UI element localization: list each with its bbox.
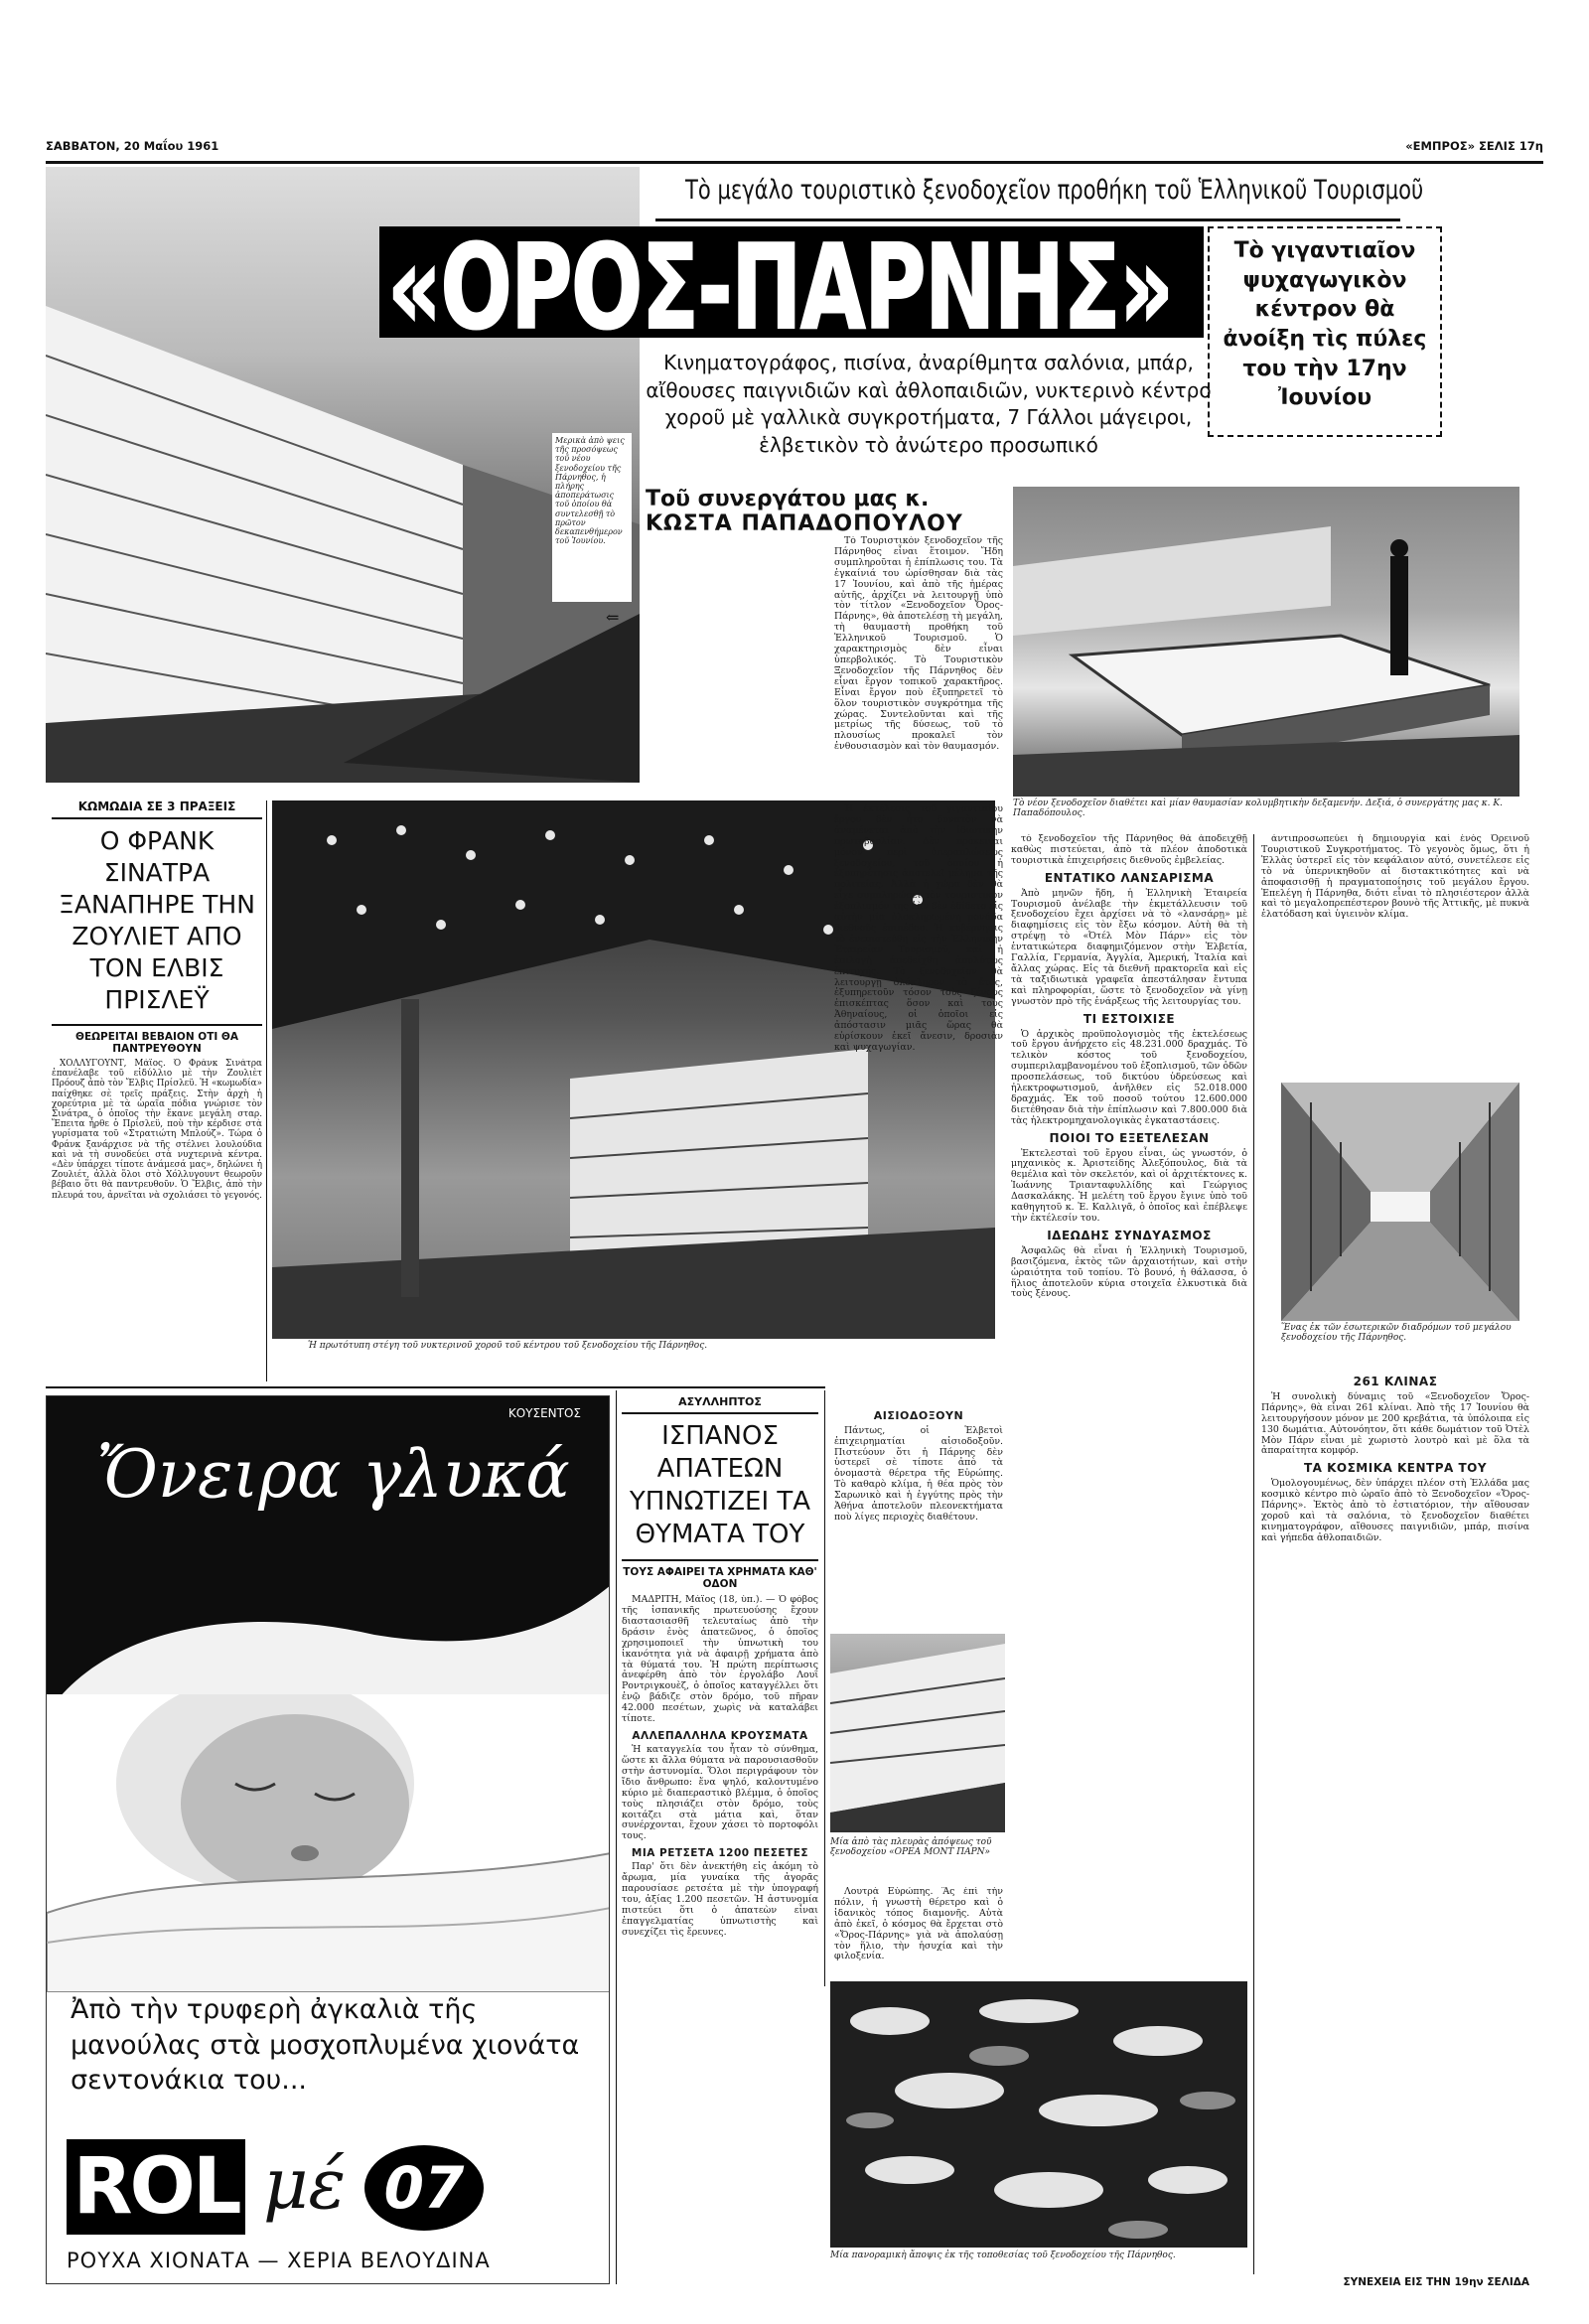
panorama-caption <box>830 2251 1247 2260</box>
ad-07-text: 07 <box>383 2154 465 2222</box>
pool-illustration <box>1013 487 1519 797</box>
panorama-caption-text: Μία πανοραμικὴ ἄποψις ἐκ τῆς τοποθεσίας τοῦ ξενοδοχείου τῆς Πάρνηθος. <box>830 2251 1176 2260</box>
spain-kicker-rule <box>622 1412 818 1414</box>
sinatra-headline-rule <box>52 1024 262 1026</box>
panorama-illustration <box>830 1981 1247 2248</box>
ad-script-title: Ὄνειρα γλυκά <box>96 1436 570 1513</box>
spain-headline: ΙΣΠΑΝΟΣ ΑΠΑΤΕΩΝ ΥΠΝΩΤΙΖΕΙ ΤΑ ΘΥΜΑΤΑ ΤΟΥ <box>629 1421 811 1550</box>
panorama-photo <box>830 1981 1247 2248</box>
main-kicker-text: Τὸ μεγάλο τουριστικὸ ξενοδοχεῖον προθήκη τοῦ Ἑλληνικοῦ Τουρισμοῦ <box>685 175 1424 206</box>
pool-caption <box>1013 799 1519 819</box>
spain-body-2: Ἡ καταγγελία του ἦταν τὸ σύνθημα, ὥστε κι ἄλλα θύματα νὰ παρουσιασθοῦν στὴν ἀστυνομία. Ὅλοι περιγράφουν τὸν ἴδιο ἄνθρωπο: ἕνα ψηλό, καλοντυμένο κύριο μὲ διαπεραστικὸ βλέμμα, ὁ ὁποῖος τοὺς πλησιάζει στὸν δρόμο, τοὺς κοιτάζει στὰ μάτια καὶ, ὅταν συνέρχονται, ἔχουν χάσει τὸ πορτοφόλι τους. <box>622 1744 818 1842</box>
pool-caption-text: Τὸ νέον ξενοδοχεῖον διαθέτει καὶ μίαν θαυμασίαν κολυμβητικὴν δεξαμενήν. Δεξιά, ὁ συνεργάτης μας κ. Κ. Παπαδόπουλος. <box>1013 799 1503 819</box>
article-column-2 <box>834 804 1003 1400</box>
subhead-261: 261 ΚΛΙΝΑΣ <box>1353 1375 1438 1388</box>
arrow-pointer-icon: ⇐ <box>606 608 620 627</box>
aisiodoxoun-body-1: Πάντως, οἱ Ἑλβετοὶ ἐπιχειρηματίαι αἰσιοδοξοῦν. Πιστεύουν ὅτι ἡ Πάρνης δὲν ὑστερεῖ σὲ τίποτε ἀπὸ τὰ ὀνομαστὰ θέρετρα τῆς Εὐρώπης. Τὸ καθαρὸ κλίμα, ἡ θέα πρὸς τὸν Σαρωνικὸ καὶ ἡ ἐγγύτης πρὸς τὴν Ἀθήνα ἀποτελοῦν πλεονεκτήματα ποὺ λίγες περιοχὲς διαθέτουν. <box>834 1424 1003 1523</box>
ad-me-script: μέ <box>263 2143 347 2225</box>
page-header <box>46 139 1543 161</box>
main-subhead <box>646 350 1212 467</box>
subhead-ideodis: ΙΔΕΩΔΗΣ ΣΥΝΔΥΑΣΜΟΣ <box>1047 1228 1212 1242</box>
title-rule <box>655 218 1400 221</box>
hotel-side-view-photo <box>830 1634 1005 1832</box>
article-body-7: Ἀσφαλῶς θὰ εἶναι ἡ Ἑλληνικὴ Τουρισμοῦ, βασιζόμενα, ἐκτὸς τῶν ἀρχαιοτήτων, καὶ στὴν ὡραιότητα τοῦ τοπίου. Τὸ βουνό, ἡ θάλασσα, ὁ ἥλιος ἀποτελοῦν κύρια στοιχεῖα ἑλκυστικὰ διὰ τοὺς ξένους. <box>1011 1244 1247 1300</box>
header-page-number: «ΕΜΠΡΟΣ» ΣΕΛΙΣ 17η <box>1405 139 1543 153</box>
article-body-9: Ἡ συνολικὴ δύναμις τοῦ «Ξενοδοχεῖον Ὄρος-Πάρνης», θὰ εἶναι 261 κλίναι. Ἀπὸ τῆς 17 Ἰουνίου θὰ λειτουργήσουν μόνον με 200 κρεβάτια, τὰ ὑπόλοιπα εἰς 130 δωμάτια. Αὐτονόητον, ὅτι κάθε δωμάτιον τοῦ Ὀτὲλ Μὸν Πάρν εἶναι μὲ χωριστὸ λουτρὸ καὶ μὲ ὅλα τὰ ἀπαραίτητα κομφόρ. <box>1261 1390 1529 1457</box>
article-body-5: Ὁ ἀρχικὸς προϋπολογισμὸς τῆς ἐκτελέσεως τοῦ ἔργου ἀνήρχετο εἰς 48.231.000 δραχμάς. Τὸ τελικὸν κόστος τοῦ ξενοδοχείου, συμπεριλαμβανομένου τοῦ ἐξοπλισμοῦ, τῶν ὁδῶν προσπελάσεως, τοῦ δικτύου ὑδρεύσεως καὶ ἠλεκτροφωτισμοῦ, ἀνῆλθεν εἰς 52.018.000 δραχμάς. Ἐκ τοῦ ποσοῦ τούτου 12.600.000 διετέθησαν διὰ τὴν ἐπίπλωσιν καὶ 7.800.000 διὰ τὰς ἠλεκτρομηχανολογικὰς ἐγκαταστάσεις. <box>1011 1028 1247 1126</box>
subhead-estoixise: ΤΙ ΕΣΤΟΙΧΙΣΕ <box>1083 1011 1176 1026</box>
sinatra-kicker: ΚΩΜΩΔΙΑ ΣΕ 3 ΠΡΑΞΕΙΣ <box>77 799 236 813</box>
ad-rol-logo <box>67 2139 245 2235</box>
subhead-aisiodoxoun: ΑΙΣΙΟΔΟΞΟΥΝ <box>873 1409 964 1422</box>
spain-body-3: Παρ' ὅτι δὲν ἀνεκτήθη εἰς ἀκόμη τὸ ἄρωμα, μία γυναίκα τῆς ἀγορᾶς παρουσίασε ρετσέτα μὲ τὴν ὑπογραφή του, ἀξίας 1.200 πεσετῶν. Ἡ ἀστυνομία πιστεύει ὅτι ὁ ἀπατεὼν εἶναι ἐπαγγελματίας ὑπνωτιστὴς καὶ συνεχίζει τὶς ἔρευνες. <box>622 1861 818 1938</box>
subhead-kosmika: ΤΑ ΚΟΣΜΙΚΑ ΚΕΝΤΡΑ ΤΟΥ <box>1303 1461 1488 1476</box>
photo-side-caption <box>552 433 632 602</box>
sinatra-subhead: ΘΕΩΡΕΙΤΑΙ ΒΕΒΑΙΟΝ ΟΤΙ ΘΑ ΠΑΝΤΡΕΥΘΟΥΝ <box>75 1031 238 1055</box>
sinatra-story <box>52 799 262 1341</box>
aisiodoxoun-body-2: Λουτρὰ Εὐρώπης. Ἂς ἐπὶ τὴν πόλιν, ἡ γνωστὴ θέρετρο καὶ ὁ ἰδανικὸς τόπος διαμονῆς. Αὐτὰ ἀπὸ ἐκεῖ, ὁ κόσμος θὰ ἔρχεται στὸ «Ὄρος-Πάρνης» γιὰ νὰ ἀπολαύσῃ τὸν ἥλιο, τὴν ἡσυχία καὶ τὴν φιλοξενία. <box>834 1887 1003 1962</box>
byline <box>646 487 983 536</box>
spain-subhead-1: ΑΛΛΕΠΑΛΛΗΛΑ ΚΡΟΥΣΜΑΤΑ <box>632 1729 808 1742</box>
article-body-3: τὸ ξενοδοχεῖον τῆς Πάρνηθος θὰ ἀποδειχθῇ καθὼς πιστεύεται, ἀπὸ τὰ πλέον ἀποδοτικὰ τουριστικὰ ἐπιχειρήσεις διεθνοῦς ἐμβελείας. <box>1011 834 1247 866</box>
article-column-5 <box>1261 1371 1529 2284</box>
byline-author: ΚΩΣΤΑ ΠΑΠΑΔΟΠΟΥΛΟΥ <box>646 511 963 536</box>
article-body-10: Ὁμολογουμένως, δὲν ὑπάρχει πλέον στὴ Ἑλλάδα μας κοσμικὸ κέντρο πιὸ ὡραῖο ἀπὸ τὸ Ξενοδοχεῖον «Ὄρος-Πάρνης». Ἐκτὸς ἀπὸ τὸ ἐστιατόριον, τὴν αἴθουσαν χοροῦ καὶ τὰ σαλόνια, τὸ ξενοδοχεῖον διαθέτει κινηματογράφον, αἴθουσες παιγνιδιῶν, μπάρ, πισίνα καὶ γήπεδα ἀθλοπαιδιῶν. <box>1261 1478 1529 1543</box>
corridor-photo <box>1281 1083 1519 1321</box>
ad-07-badge <box>364 2145 484 2231</box>
sinatra-body: ΧΟΛΛΥΓΟΥΝΤ, Μάϊος. Ὁ Φρὰνκ Σινάτρα ἐπανέλαβε τοῦ εἰδύλλιο μὲ τὴν Ζουλιὲτ Πρόουζ ἀπὸ τὸν Ἔλβις Πρίσλεϋ. Ἡ «κωμωδία» παίχθηκε σὲ τρεῖς πράξεις. Στὴν ἀρχὴ ἡ χορεύτρια μὲ τὰ ὡραῖα πόδια γνώρισε τὸν Σινάτρα, ὁ ὁποῖος τὴν ἔκανε μεγάλη σταρ. Ἔπειτα ἦρθε ὁ Πρίσλεϋ, ποὺ τὴν κέρδισε στὰ γυρίσματα τοῦ «Στρατιώτη Μπλούζ». Τώρα ὁ Φράνκ ξανάρχισε νὰ τῆς στέλνει λουλούδια καὶ νὰ τὴ συνοδεύει στὰ νυχτερινὰ κέντρα. «Δὲν ὑπάρχει τίποτε ἀνάμεσά μας», δηλώνει ἡ Ζουλιέτ, ἀλλὰ ὅλοι στὸ Χόλλυγουντ θεωροῦν βέβαιο ὅτι θὰ παντρευθοῦν. Ὁ Ἔλβις, ἀπὸ τὴν πλευρά του, ἀρνεῖται νὰ σχολιάσει τὸ γεγονός. <box>52 1059 262 1201</box>
spain-story <box>622 1395 818 2284</box>
main-kicker <box>685 175 1539 218</box>
article-body-1: Τὸ Τουριστικὸν ξενοδοχεῖον τῆς Πάρνηθος εἶναι ἕτοιμον. Ἤδη συμπληροῦται ἡ ἐπίπλωσις του. Τὰ ἐγκαίνιά του ὠρίσθησαν διὰ τὰς 17 Ἰουνίου, καὶ ἀπὸ τῆς ἡμέρας αὐτῆς, ἀρχίζει νὰ λειτουργῇ ὑπὸ τὸν τίτλον «Ξενοδοχεῖον Ὄρος-Πάρνης», θὰ ἀποτελέσῃ τὴ μεγάλη, τὴ θαυμαστὴ προθήκη τοῦ Ἑλληνικοῦ Τουρισμοῦ. Ὁ χαρακτηρισμὸς δὲν εἶναι ὑπερβολικός. Τὸ Τουριστικὸν Ξενοδοχεῖον τῆς Πάρνηθος δὲν εἶναι ἔργον τοπικοῦ χαρακτῆρος. Εἶναι ἔργον ποὺ ἐξυπηρετεῖ τὸ ὅλον τουριστικὸν συγκρότημα τῆς χώρας. Συντελοῦνται καὶ τῆς μετρίως τῆς δύσεως, τοῦ τὸ πλουσίως προκαλεῖ τὸν ἐνθουσιασμὸν καὶ τὸν θαυμασμόν. <box>834 536 1003 753</box>
article-column-3 <box>1011 834 1247 1971</box>
ad-footer: ΡΟΥΧΑ ΧΙΟΝΑΤΑ — ΧΕΡΙΑ ΒΕΛΟΥΔΙΝΑ <box>67 2249 491 2272</box>
main-title: «ΟΡΟΣ-ΠΑΡΝΗΣ» <box>387 226 1173 338</box>
continued-note <box>1261 2276 1529 2288</box>
article-body-8: ἀντιπροσωπεύει ἡ δημιουργία καὶ ἑνὸς Ὀρεινοῦ Τουριστικοῦ Συγκροτήματος. Τὸ γεγονὸς ὅμως, ὅτι ἡ Ἑλλὰς ὑστερεῖ εἰς τὸν κεφάλαιον αὐτό, συνετέλεσε εἰς τὸ νὰ ὑπερνικηθοῦν αἱ διστακτικότητες καὶ νὰ ἀποφασισθῇ ἡ πραγματοποίησις τοῦ μεγάλου ἔργου. Ἐπελέγη ἡ Πάρνηθα, διότι εἶναι τὸ πλησιέστερον ἀλλὰ καὶ τὸ μεγαλοπρεπέστερον βουνὸ τῆς Ἀττικῆς, μὲ πυκνὰ ἐλατόδαση καὶ ὑγιεινὸν κλίμα. <box>1261 834 1529 921</box>
separator-mid <box>824 1390 825 1986</box>
byline-line-1: Τοῦ συνεργάτου μας κ. <box>646 487 930 511</box>
ad-tagline: Ἀπὸ τὴν τρυφερὴ ἀγκαλιὰ τῆς μανούλας στὰ μοσχοπλυμένα χιονάτα σεντονάκια του... <box>71 1994 580 2097</box>
main-title-banner <box>379 226 1204 338</box>
spain-body-1: ΜΑΔΡΙΤΗ, Μάϊος (18, ὑπ.). — Ὁ φόβος τῆς ἱσπανικῆς πρωτευούσης ἔχουν διαστασιασθῆ τελευταίως ἀπὸ τὴν δράσιν ἑνὸς ἀπατεῶνος, ὁ ὁποῖος χρησιμοποιεῖ τὴν ὑπνωτικὴ του ἱκανότητα γιὰ νὰ ἀφαιρῇ χρήματα ἀπὸ τὰ θύματά του. Ἡ πρώτη περίπτωσις ἀνεφέρθη ἀπὸ τὸν ἐργολάβο Λουΐ Ροντριγκουὲζ, ὁ ὁποῖος καταγγέλλει ὅτι ἐνῷ βάδιζε στὸν δρόμο, τοῦ πῆραν 42.000 πεσέτων, χωρὶς νὰ καταλάβει τίποτε. <box>622 1595 818 1725</box>
side-view-caption-text: Μία ἀπὸ τὰς πλευρὰς ἀπόψεως τοῦ ξενοδοχείου «ΟΡΕΑ ΜΟΝΤ ΠΑΡΝ» <box>830 1837 992 1858</box>
sinatra-headline: Ο ΦΡΑΝΚ ΣΙΝΑΤΡΑ ΞΑΝΑΠΗΡΕ ΤΗΝ ΖΟΥΛΙΕΤ ΑΠΟ ΤΟΝ ΕΛΒΙΣ ΠΡΙΣΛΕΫ <box>59 826 255 1014</box>
continued-note-text: ΣΥΝΕΧΕΙΑ ΕΙΣ ΤΗΝ 19ην ΣΕΛΙΔΑ <box>1343 2276 1529 2288</box>
article-column-1 <box>834 536 1003 797</box>
sleeping-baby-illustration <box>47 1694 610 1992</box>
announcement-text: Τὸ γιγαντιαῖον ψυχαγωγικὸν κέντρον θὰ ἀνοίξη τὶς πύλες του τὴν 17ην Ἰουνίου <box>1223 238 1427 411</box>
article-column-4 <box>1261 834 1529 1073</box>
ad-brand-small: ΚΟΥΣΕΝΤΟΣ <box>507 1406 581 1420</box>
subhead-poioi: ΠΟΙΟΙ ΤΟ ΕΞΕΤΕΛΕΣΑΝ <box>1049 1130 1210 1145</box>
sinatra-kicker-rule <box>52 817 262 819</box>
ad-logo-row <box>67 2139 593 2239</box>
article-body-6: Ἐκτελεσταὶ τοῦ ἔργου εἶναι, ὡς γνωστόν, ὁ μηχανικὸς κ. Ἀριστείδης Ἀλεξόπουλος, διὰ τὰ θεμέλια καὶ τὸν σκελετόν, καὶ οἱ ἀρχιτέκτονες κ. Ἰωάννης Τριανταφυλλίδης καὶ Γεώργιος Δασκαλάκης. Ἡ μελέτη τοῦ ἔργου ἔγινε ὑπὸ τοῦ καθηγητοῦ κ. Ἐ. Καλλιγᾶ, ὁ ὁποῖος καὶ ἐπέβλεψε τὴν ἐκτέλεσίν του. <box>1011 1147 1247 1224</box>
swimming-pool-photo <box>1013 487 1519 797</box>
rol-advertisement <box>46 1395 610 2284</box>
spain-column <box>622 1595 818 1941</box>
article-body-4: Ἀπὸ μηνῶν ἤδη, ἡ Ἑλληνικὴ Ἑταιρεία Τουρισμοῦ ἀνέλαβε τὴν ἐκμετάλλευσιν τοῦ ξενοδοχείου ἔχει ἀρχίσει νὰ τὸ «λανσάρῃ» μὲ διαφημίσεις εἰς τὸν ἔξω κόσμον. Αὐτὴ θὰ τὴ στρέψῃ τὸ «Ὀτέλ Μὸν Πάρν» εἰς τὸν ἐντατικώτερα διαφημιζόμενον στὴν Ἑλβετία, Γαλλία, Γερμανία, Ἀγγλία, Ἀμερική, Ἰταλία καὶ ἄλλας χώρας. Εἰς τὰ διεθνῆ πρακτορεῖα καὶ εἰς τὰ ταξιδιωτικὰ γραφεῖα ἀπεστάλησαν ἔντυπα καὶ πληροφορίαι, ὥστε τὸ ξενοδοχεῖον νὰ γίνῃ γνωστὸν πρὸ τῆς ἐνάρξεως τῆς λειτουργίας του. <box>1011 887 1247 1007</box>
ad-rol-logo-text: ROL <box>72 2142 239 2232</box>
spain-subhead: ΤΟΥΣ ΑΦΑΙΡΕΙ ΤΑ ΧΡΗΜΑΤΑ ΚΑΘ' ΟΔΟΝ <box>623 1566 817 1591</box>
header-date: ΣΑΒΒΑΤΟΝ, 20 Μαΐου 1961 <box>46 139 219 153</box>
spain-kicker: ΑΣΥΛΛΗΠΤΟΣ <box>678 1395 762 1408</box>
spain-headline-rule <box>622 1559 818 1561</box>
corridor-caption <box>1281 1323 1519 1344</box>
spain-subhead-2: ΜΙΑ ΡΕΤΣΕΤΑ 1200 ΠΕΣΕΤΕΣ <box>631 1847 809 1860</box>
separator-ad <box>616 1390 617 2284</box>
header-rule <box>46 161 1543 164</box>
corridor-caption-text: Ἕνας ἐκ τῶν ἐσωτερικῶν διαδρόμων τοῦ μεγάλου ξενοδοχείου τῆς Πάρνηθος. <box>1281 1323 1512 1344</box>
side-view-illustration <box>830 1634 1005 1832</box>
corridor-illustration <box>1281 1083 1519 1321</box>
pillow-shape <box>47 1506 610 1714</box>
side-caption-text: Μερικὰ ἀπὸ ψεις τῆς προσόψεως τοῦ νέου ξενοδοχείου τῆς Πάρνηθος, ἡ πλήρης ἀποπεράτωσις τοῦ ὁποίου θὰ συντελεσθῇ τὸ πρῶτον δεκαπενθήμερον τοῦ Ἰουνίου. <box>555 436 625 546</box>
ad-dark-panel <box>47 1396 610 1714</box>
subhead-entatiko: ΕΝΤΑΤΙΚΟ ΛΑΝΣΑΡΙΣΜΑ <box>1044 870 1215 885</box>
aisiodoxoun-column-2 <box>834 1887 1003 1981</box>
separator-left-top <box>266 800 267 1381</box>
roof-caption-text: Ἡ πρωτότυπη στέγη τοῦ νυκτερινοῦ χοροῦ τοῦ κέντρου τοῦ ξενοδοχείου τῆς Πάρνηθος. <box>308 1341 708 1351</box>
article-body-2: Ἡ ἐκτέλεσις τοῦ γιγαντιαίου ἔργου δὲν ἦτο δυνατὸν νὰ ἀναμένεται ἀπὸ τὴν ἰδιωτικὴν πρωτοβουλίαν. Δὲν πρόκειται μόνον περὶ ὑπεραπλώσεως ξενοδοχείου, τοῦ ὁποίου ἡ ἐξυπηρέτησις ἀποτελεῖ μέλημα τῆς πολιτείας. Ἀλλὰ ἡ χώρα δὲν θὰ εἶχε συμπληρώσει τὸν τουριστικὸν ἐξοπλισμόν της ἐὰν δὲν ἐδίδετο εἰς αὐτὴν μία ὁλοκληρωμένη μονάδα διεθνοῦς ἐπιπέδου. Ἡ κυβέρνησις τὸ ἐνεπιστεύθη εἰς τὴν Ἑλληνικὴν Ἑταιρείαν Τουρισμοῦ, καὶ ἡ ἐπιλογὴ ἀπεδείχθη ἀπολύτως ἐπιτυχής. Τὸ ξενοδοχεῖον θὰ λειτουργῇ ὁλόκληρον τὸ ἔτος, ἐξυπηρετοῦν τόσον τοὺς ξένους ἐπισκέπτας ὅσον καὶ τοὺς Ἀθηναίους, οἱ ὁποῖοι εἰς ἀπόστασιν μιᾶς ὥρας θὰ εὑρίσκουν ἐκεῖ ἄνεσιν, δροσιὰν καὶ ψυχαγωγίαν. <box>834 804 1003 1053</box>
side-view-caption <box>830 1837 1005 1858</box>
separator-horizontal <box>46 1386 825 1388</box>
announcement-box <box>1208 226 1442 437</box>
main-subhead-text: Κινηματογράφος, πισίνα, ἀναρίθμητα σαλόνια, μπάρ, αἴθουσες παιγνιδιῶν καὶ ἀθλοπαιδιῶν, νυκτερινὸ κέντρο χοροῦ μὲ γαλλικὰ συγκροτήματα, 7 Γάλλοι μάγειροι, ἑλβετικὸν τὸ ἀνώτερο προσωπικό <box>646 351 1212 457</box>
separator-right <box>1253 834 1254 2274</box>
